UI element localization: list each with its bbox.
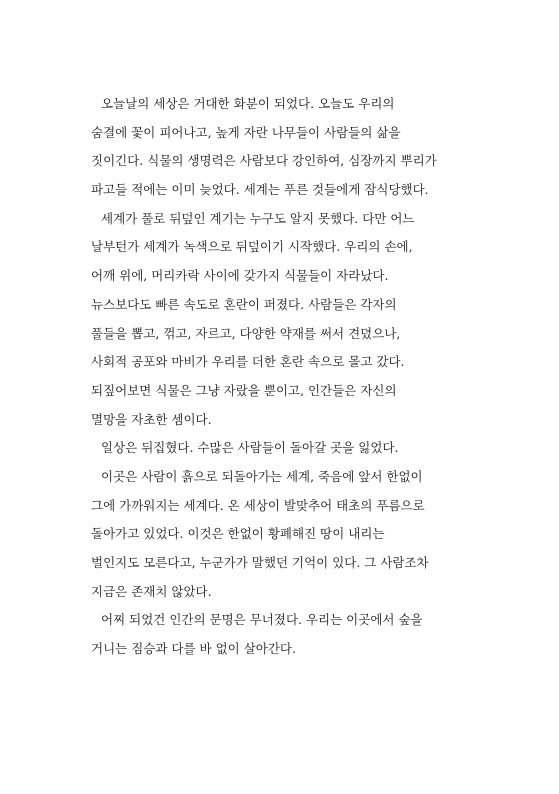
- text-line: 짓이긴다. 식물의 생명력은 사람보다 강인하여, 심장까지 뿌리가: [91, 153, 437, 169]
- text-line: 돌아가고 있었다. 이것은 한없이 황폐해진 땅이 내리는: [91, 526, 385, 542]
- text-line: 이곳은 사람이 흙으로 되돌아가는 세계, 죽음에 앞서 한없이: [101, 468, 423, 484]
- text-line: 풀들을 뽑고, 꺾고, 자르고, 다양한 약재를 써서 견뎠으나,: [91, 325, 401, 341]
- text-line: 벌인지도 모른다고, 누군가가 말했던 기억이 있다. 그 사람조차: [91, 555, 429, 570]
- text-line: 멸망을 자초한 셈이다.: [91, 411, 212, 427]
- text-line: 그에 가까워지는 세계다. 온 세상이 발맞추어 태초의 푸름으로: [91, 497, 425, 513]
- text-line: 사회적 공포와 마비가 우리를 더한 혼란 속으로 몰고 갔다.: [91, 354, 405, 370]
- text-line: 일상은 뒤집혔다. 수많은 사람들이 돌아갈 곳을 잃었다.: [101, 440, 399, 456]
- text-line: 파고들 적에는 이미 늦었다. 세계는 푸른 것들에게 잠식당했다.: [91, 182, 429, 198]
- text-line: 거니는 짐승과 다를 바 없이 살아간다.: [91, 641, 296, 657]
- text-line: 뉴스보다도 빠른 속도로 혼란이 퍼졌다. 사람들은 각자의: [91, 296, 397, 312]
- text-line: 세계가 풀로 뒤덮인 계기는 누구도 알지 못했다. 다만 어느: [101, 210, 415, 226]
- text-line: 되짚어보면 식물은 그냥 자랐을 뿐이고, 인간들은 자신의: [91, 382, 397, 398]
- body-text: [91, 90, 511, 664]
- text-line: 날부턴가 세계가 녹색으로 뒤덮이기 시작했다. 우리의 손에,: [91, 239, 413, 255]
- text-line: 숨결에 꽃이 피어나고, 높게 자란 나무들이 사람들의 삶을: [91, 124, 401, 140]
- text-line: 지금은 존재치 않았다.: [91, 583, 212, 599]
- text-line: 어깨 위에, 머리카락 사이에 갖가지 식물들이 자라났다.: [91, 268, 389, 284]
- text-line: 오늘날의 세상은 거대한 화분이 되었다. 오늘도 우리의: [101, 96, 395, 111]
- text-line: 어찌 되었건 인간의 문명은 무너졌다. 우리는 이곳에서 숲을: [101, 612, 423, 628]
